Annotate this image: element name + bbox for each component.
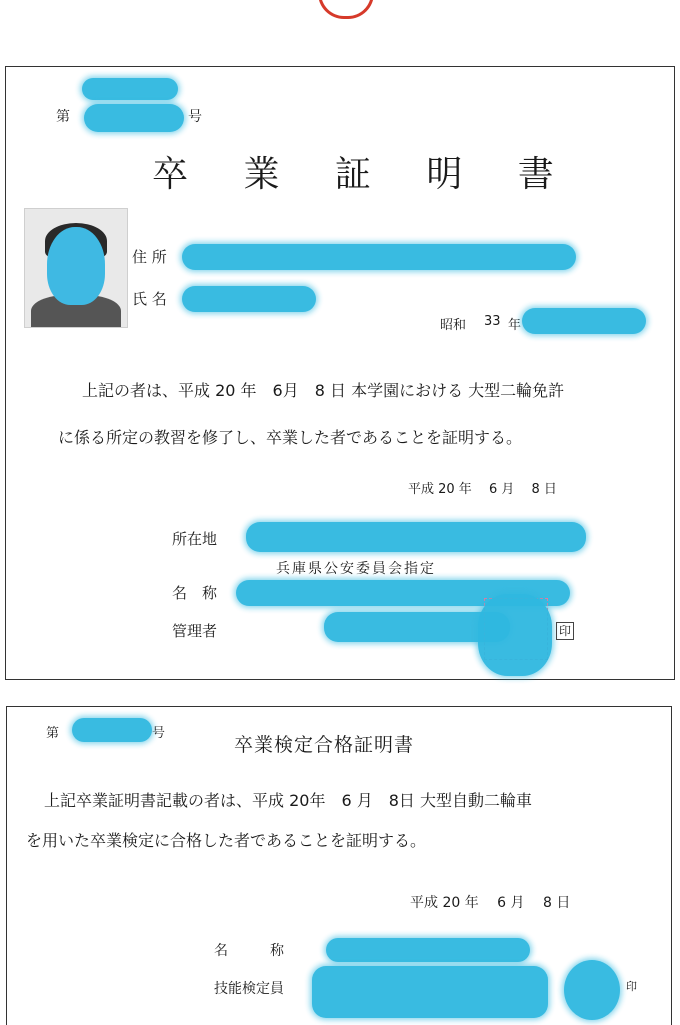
examiner-label: 技能検定員 <box>214 981 284 997</box>
manager-label: 管理者 <box>172 622 218 640</box>
certificate-body-line2: に係る所定の教習を修了し、卒業した者であることを証明する。 <box>58 428 523 447</box>
exam-body-line1: 上記卒業証明書記載の者は、平成 20年 6 月 8日 大型自動二輪車 <box>44 791 532 810</box>
exam-name-label: 名 称 <box>214 943 284 959</box>
official-stamp-fragment <box>318 0 374 19</box>
exam-issue-date: 平成 20 年 6 月 8 日 <box>410 895 571 911</box>
issue-date: 平成 20 年 6 月 8 日 <box>408 482 557 497</box>
certificate-number-prefix: 第 <box>56 109 70 125</box>
redacted-examiner-name <box>312 966 548 1018</box>
location-label: 所在地 <box>172 530 218 548</box>
redacted-birthdate <box>522 308 646 334</box>
birth-year: 33 <box>484 314 501 329</box>
redacted-location <box>246 522 586 552</box>
redacted-official-seal <box>478 594 552 676</box>
designation-text: 兵庫県公安委員会指定 <box>276 561 436 577</box>
redacted-address <box>182 244 576 270</box>
redacted-certificate-number-2 <box>84 104 184 132</box>
birth-year-unit: 年 <box>508 318 522 333</box>
address-label: 住 所 <box>132 248 167 266</box>
exam-number-suffix: 号 <box>152 726 166 741</box>
redacted-exam-school-name <box>326 938 530 962</box>
applicant-photo <box>24 208 128 328</box>
birth-era: 昭和 <box>440 318 467 333</box>
exam-number-prefix: 第 <box>46 726 60 741</box>
redacted-name <box>182 286 316 312</box>
school-name-label: 名 称 <box>172 584 218 602</box>
redacted-exam-number <box>72 718 152 742</box>
certificate-number-suffix: 号 <box>188 109 202 125</box>
redacted-examiner-seal <box>564 960 620 1020</box>
redacted-certificate-number <box>82 78 178 100</box>
seal-mark: 印 <box>556 622 574 640</box>
exam-certificate-title: 卒業検定合格証明書 <box>234 734 415 756</box>
exam-body-line2: を用いた卒業検定に合格した者であることを証明する。 <box>26 831 427 850</box>
certificate-title: 卒 業 証 明 書 <box>152 154 576 195</box>
certificate-body-line1: 上記の者は、平成 20 年 6月 8 日 本学園における 大型二輪免許 <box>82 381 565 400</box>
name-label: 氏 名 <box>132 290 167 308</box>
examiner-seal-mark: 印 <box>626 980 637 993</box>
